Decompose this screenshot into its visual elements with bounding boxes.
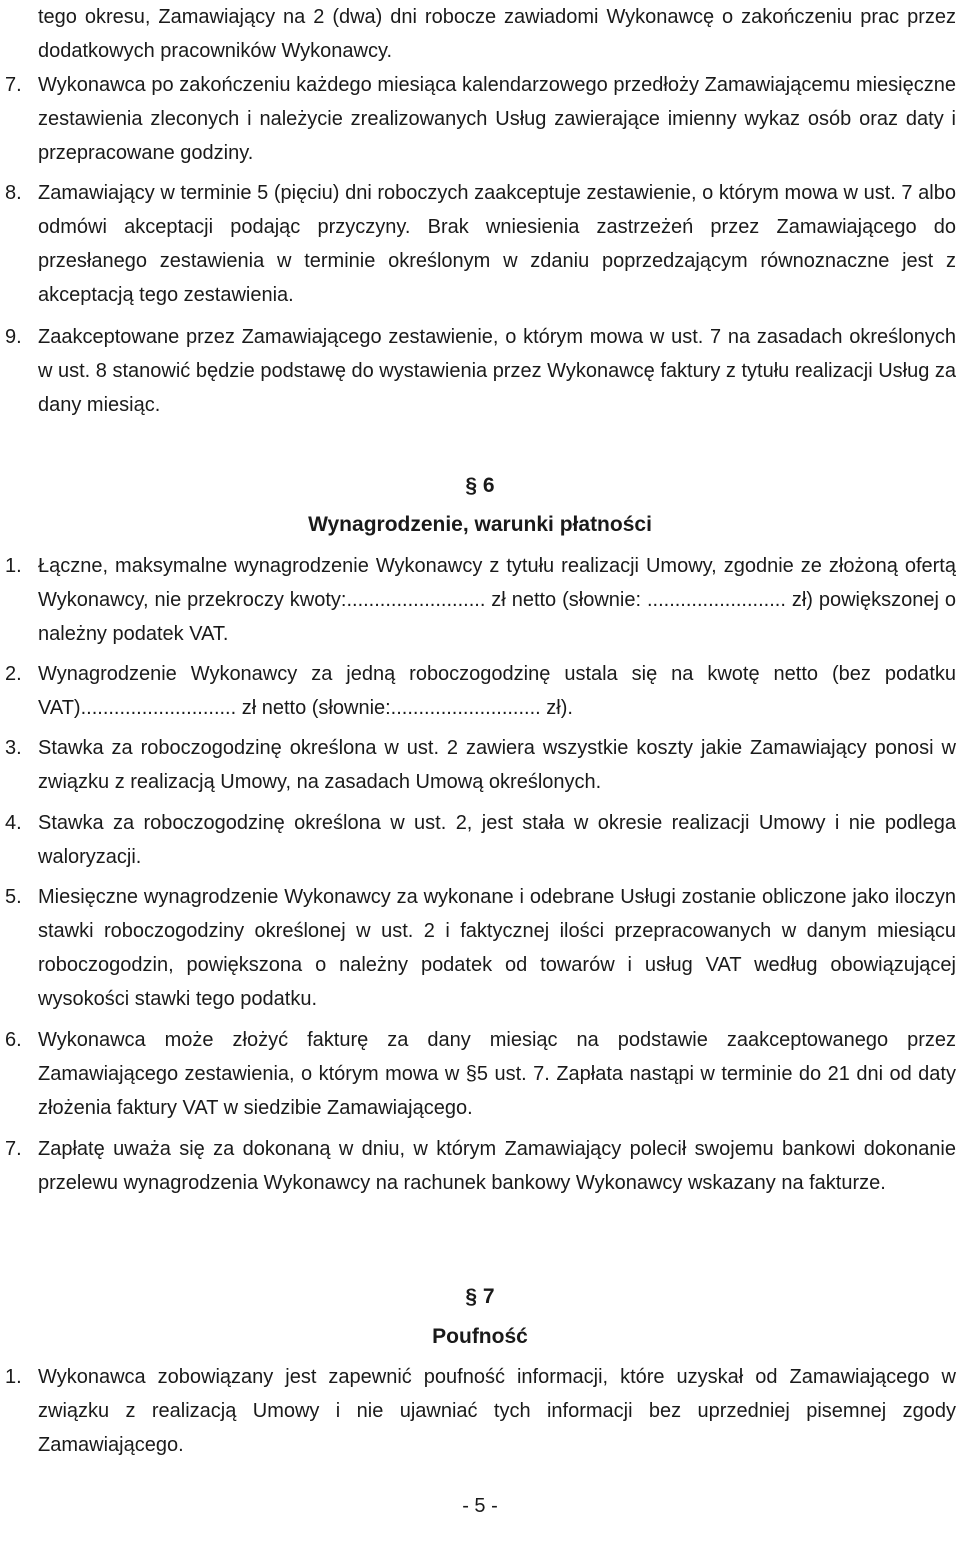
item-number: 7.	[5, 1138, 22, 1160]
item-text: Miesięczne wynagrodzenie Wykonawcy za wykonane i odebrane Usługi zostanie obliczone jako iloczyn stawki roboczogodziny określonej w ust. 2 i faktycznej ilości przepracowanych w danym miesiącu roboczogodzin, powiększona o należny podatek od towarów i usług VAT według obowiązującej wysokości stawki tego podatku.	[38, 886, 956, 1010]
item-number: 1.	[5, 555, 22, 577]
intro-text: tego okresu, Zamawiający na 2 (dwa) dni robocze zawiadomi Wykonawcę o zakończeniu prac przez dodatkowych pracowników Wykonawcy.	[38, 6, 956, 62]
item-number: 8.	[5, 182, 22, 204]
item-number: 7.	[5, 74, 22, 96]
page-number: - 5 -	[462, 1495, 498, 1517]
item-text: Stawka za roboczogodzinę określona w ust. 2, jest stała w okresie realizacji Umowy i nie podlega waloryzacji.	[38, 812, 956, 868]
intro-paragraph	[38, 0, 956, 68]
item-text: Łączne, maksymalne wynagrodzenie Wykonawcy z tytułu realizacji Umowy, zgodnie ze złożoną ofertą Wykonawcy, nie przekroczy kwoty:......................... zł netto (słownie: ......................... zł) powiększonej o należny podatek VAT.	[38, 555, 956, 645]
section-title: Wynagrodzenie, warunki płatności	[308, 513, 652, 536]
item-text: Zaakceptowane przez Zamawiającego zestawienie, o którym mowa w ust. 7 na zasadach określonych w ust. 8 stanowić będzie podstawę do wystawienia przez Wykonawcę faktury z tytułu realizacji Usług za dany miesiąc.	[38, 326, 957, 416]
item-text: Stawka za roboczogodzinę określona w ust. 2 zawiera wszystkie koszty jakie Zamawiający ponosi w związku z realizacją Umowy, na zasadach Umową określonych.	[38, 737, 956, 793]
item-number: 6.	[5, 1029, 22, 1051]
item-number: 5.	[5, 886, 22, 908]
item-text: Zapłatę uważa się za dokonaną w dniu, w którym Zamawiający polecił swojemu bankowi dokonanie przelewu wynagrodzenia Wykonawcy na rachunek bankowy Wykonawcy wskazany na fakturze.	[38, 1138, 956, 1194]
section-number: § 7	[465, 1285, 495, 1308]
item-text: Wykonawca zobowiązany jest zapewnić poufność informacji, które uzyskał od Zamawiającego w związku z realizacją Umowy i nie ujawniać tych informacji bez uprzedniej pisemnej zgody Zamawiającego.	[38, 1366, 956, 1456]
item-text: Wykonawca po zakończeniu każdego miesiąca kalendarzowego przedłoży Zamawiającemu miesięczne zestawienia zleconych i należycie zrealizowanych Usług zawierające imienny wykaz osób oraz daty i przepracowane godziny.	[38, 74, 956, 164]
item-number: 9.	[5, 326, 22, 348]
item-number: 3.	[5, 737, 22, 759]
item-text: Wykonawca może złożyć fakturę za dany miesiąc na podstawie zaakceptowanego przez Zamawiającego zestawienia, o którym mowa w §5 ust. 7. Zapłata nastąpi w terminie do 21 dni od daty złożenia faktury VAT w siedzibie Zamawiającego.	[38, 1029, 956, 1119]
section-number: § 6	[465, 474, 495, 497]
item-number: 2.	[5, 663, 22, 685]
section-title: Poufność	[432, 1325, 528, 1348]
item-number: 1.	[5, 1366, 22, 1388]
item-text: Wynagrodzenie Wykonawcy za jedną roboczogodzinę ustala się na kwotę netto (bez podatku VAT)............................ zł netto (słownie:........................... zł).	[38, 663, 956, 719]
item-text: Zamawiający w terminie 5 (pięciu) dni roboczych zaakceptuje zestawienie, o którym mowa w ust. 7 albo odmówi akceptacji podając przyczyny. Brak wniesienia zastrzeżeń przez Zamawiającego do przesłanego zestawienia w terminie określonym w zdaniu poprzedzającym równoznaczne jest z akceptacją tego zestawienia.	[38, 182, 956, 306]
item-number: 4.	[5, 812, 22, 834]
